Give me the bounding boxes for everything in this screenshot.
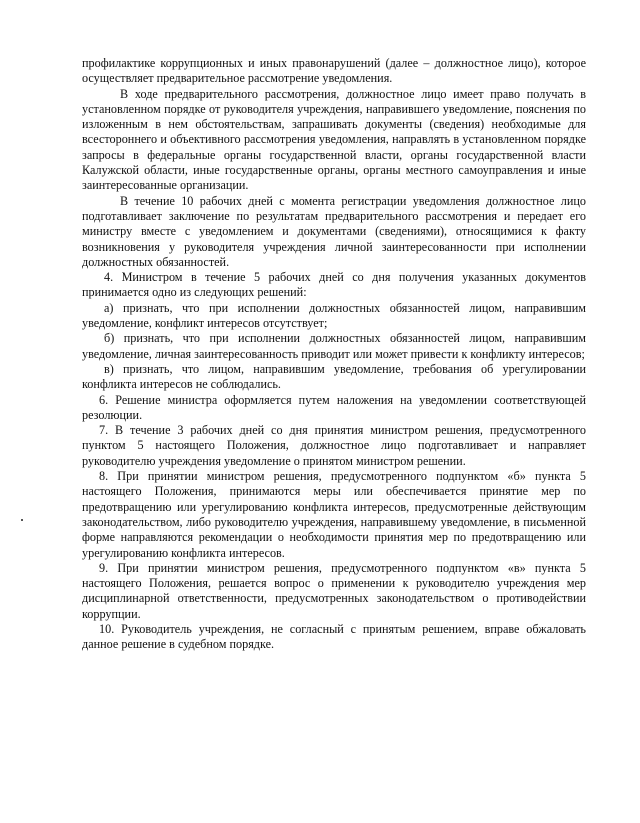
paragraph-subitem-b: б) признать, что при исполнении должностных обязанностей лицом, направившим уведомление, личная заинтересованность приводит или может привести к конфликту интересов; — [82, 331, 586, 361]
paragraph-conclusion-deadline: В течение 10 рабочих дней с момента регистрации уведомления должностное лицо подготавливает заключение по результатам предварительного рассмотрения и передает его министру вместе с уведомлением и документами (сведениями), относящимися к факту возникновения у руководителя учреждения личной заинтересованности при исполнении должностных обязанностей. — [82, 193, 586, 269]
margin-dot — [21, 519, 23, 521]
paragraph-item-7: 7. В течение 3 рабочих дней со дня принятия министром решения, предусмотренного пунктом 5 настоящего Положения, должностное лицо подготавливает и направляет руководителю учреждения уведомление о принятом министром решении. — [82, 423, 586, 468]
paragraph-intro-continuation: профилактике коррупционных и иных правонарушений (далее – должностное лицо), которое осуществляет предварительное рассмотрение уведомления. — [82, 56, 586, 86]
paragraph-item-4: 4. Министром в течение 5 рабочих дней со дня получения указанных документов принимается одно из следующих решений: — [82, 270, 586, 300]
paragraph-item-9: 9. При принятии министром решения, предусмотренного подпунктом «в» пункта 5 настоящего Положения, решается вопрос о применении к руководителю учреждения мер дисциплинарной ответственности, предусмотренных законодательством о противодействии коррупции. — [82, 560, 586, 621]
paragraph-item-10: 10. Руководитель учреждения, не согласный с принятым решением, вправе обжаловать данное решение в судебном порядке. — [82, 621, 586, 652]
paragraph-subitem-v: в) признать, что лицом, направившим уведомление, требования об урегулировании конфликта интересов не соблюдались. — [82, 361, 586, 392]
paragraph-subitem-a: а) признать, что при исполнении должностных обязанностей лицом, направившим уведомление, конфликт интересов отсутствует; — [82, 300, 586, 331]
paragraph-preliminary-review: В ходе предварительного рассмотрения, должностное лицо имеет право получать в установленном порядке от руководителя учреждения, направившего уведомление, пояснения по изложенным в нем обстоятельствам, запрашивать документы (сведения) необходимые для всестороннего и объективного рассмотрения уведомления, направлять в установленном порядке запросы в федеральные органы государственной власти, органы государственной власти Калужской области, иные государственные органы, органы местного самоуправления и иные заинтересованные организации. — [82, 86, 586, 193]
document-page — [82, 56, 586, 653]
paragraph-item-6: 6. Решение министра оформляется путем наложения на уведомлении соответствующей резолюции. — [82, 392, 586, 422]
paragraph-item-8: 8. При принятии министром решения, предусмотренного подпунктом «б» пункта 5 настоящего Положения, принимаются меры или обеспечивается принятие мер по предотвращению или урегулированию конфликта интересов, предусмотренные действующим законодательством, либо руководителю учреждения, направившему уведомление, в письменной форме направляются рекомендации о необходимости принятия мер по предотвращению или урегулированию конфликта интересов. — [82, 469, 586, 560]
